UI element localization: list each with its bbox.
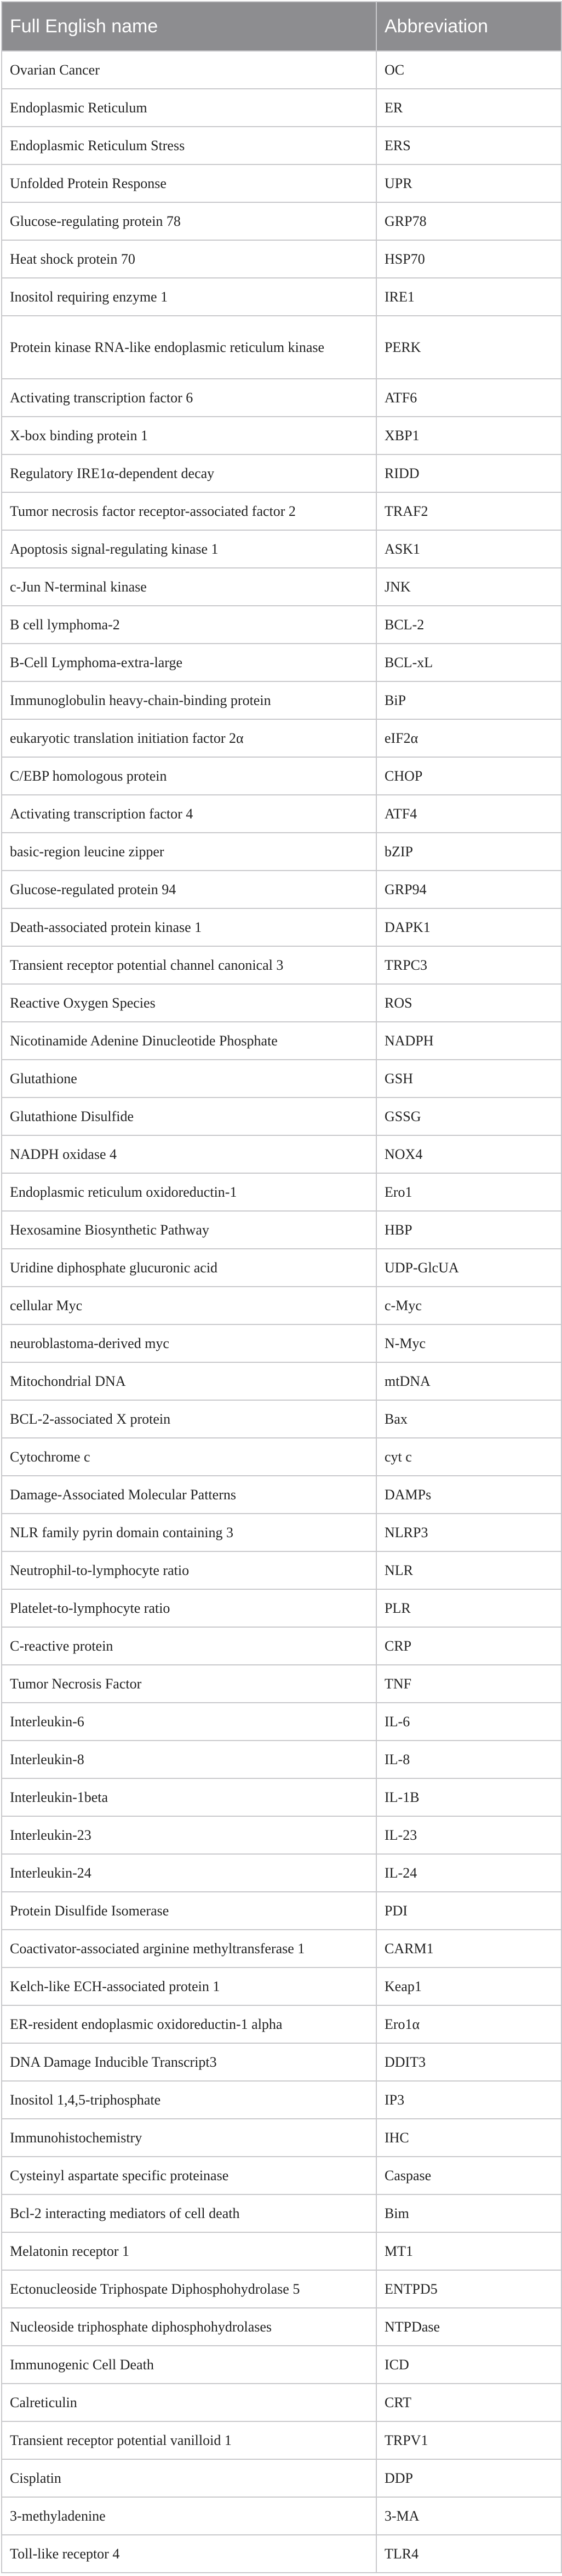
full-name-cell: Kelch-like ECH-associated protein 1 xyxy=(2,1967,376,2005)
abbreviation-cell: DAMPs xyxy=(376,1476,561,1514)
abbreviation-cell: ATF4 xyxy=(376,795,561,833)
table-row xyxy=(2,1173,561,1211)
header-row xyxy=(2,2,561,51)
abbreviation-cell: BiP xyxy=(376,681,561,719)
table-row xyxy=(2,89,561,127)
table-row xyxy=(2,1400,561,1438)
table-row xyxy=(2,1438,561,1476)
full-name-cell: Tumor Necrosis Factor xyxy=(2,1665,376,1703)
table-row xyxy=(2,833,561,871)
full-name-cell: Calreticulin xyxy=(2,2384,376,2421)
full-name-cell: Protein kinase RNA-like endoplasmic reticulum kinase xyxy=(2,316,376,379)
table-row xyxy=(2,1930,561,1967)
abbreviation-cell: IL-8 xyxy=(376,1741,561,1778)
table-row xyxy=(2,1211,561,1249)
abbreviation-cell: DDP xyxy=(376,2459,561,2497)
full-name-cell: C-reactive protein xyxy=(2,1627,376,1665)
abbreviation-cell: IL-6 xyxy=(376,1703,561,1741)
abbreviation-cell: ATF6 xyxy=(376,379,561,417)
abbreviation-cell: ENTPD5 xyxy=(376,2270,561,2308)
abbreviation-cell: Keap1 xyxy=(376,1967,561,2005)
table-row xyxy=(2,417,561,454)
full-name-cell: Damage-Associated Molecular Patterns xyxy=(2,1476,376,1514)
table-row xyxy=(2,51,561,89)
abbreviation-cell: IRE1 xyxy=(376,278,561,316)
table-row xyxy=(2,316,561,379)
table-row xyxy=(2,946,561,984)
table-row xyxy=(2,1967,561,2005)
full-name-cell: 3-methyladenine xyxy=(2,2497,376,2535)
abbreviation-cell: JNK xyxy=(376,568,561,606)
table-row xyxy=(2,1816,561,1854)
full-name-cell: Ovarian Cancer xyxy=(2,51,376,89)
abbreviation-cell: IP3 xyxy=(376,2081,561,2119)
full-name-cell: Regulatory IRE1α-dependent decay xyxy=(2,454,376,492)
abbreviation-cell: ERS xyxy=(376,127,561,164)
full-name-cell: c-Jun N-terminal kinase xyxy=(2,568,376,606)
table-row xyxy=(2,1060,561,1097)
abbreviation-cell: UDP-GlcUA xyxy=(376,1249,561,1287)
full-name-cell: Interleukin-23 xyxy=(2,1816,376,1854)
abbreviation-cell: IHC xyxy=(376,2119,561,2157)
full-name-cell: cellular Myc xyxy=(2,1287,376,1324)
abbreviation-cell: TRPC3 xyxy=(376,946,561,984)
full-name-cell: Glucose-regulating protein 78 xyxy=(2,202,376,240)
full-name-cell: Endoplasmic Reticulum xyxy=(2,89,376,127)
table-row xyxy=(2,908,561,946)
abbreviation-cell: Bim xyxy=(376,2194,561,2232)
full-name-cell: Toll-like receptor 4 xyxy=(2,2535,376,2573)
full-name-cell: Platelet-to-lymphocyte ratio xyxy=(2,1589,376,1627)
abbreviation-cell: ER xyxy=(376,89,561,127)
abbreviation-cell: GSSG xyxy=(376,1097,561,1135)
abbreviation-cell: NLR xyxy=(376,1551,561,1589)
table-row xyxy=(2,164,561,202)
table-row xyxy=(2,1778,561,1816)
abbreviation-cell: IL-24 xyxy=(376,1854,561,1892)
table-row xyxy=(2,2043,561,2081)
abbreviation-cell: NADPH xyxy=(376,1022,561,1060)
table-row xyxy=(2,795,561,833)
abbreviation-cell: GRP78 xyxy=(376,202,561,240)
abbreviation-table xyxy=(1,1,562,2573)
full-name-cell: Interleukin-24 xyxy=(2,1854,376,1892)
table-row xyxy=(2,1135,561,1173)
abbreviation-cell: NTPDase xyxy=(376,2308,561,2346)
table-row xyxy=(2,2232,561,2270)
abbreviation-cell: Bax xyxy=(376,1400,561,1438)
abbreviation-cell: ROS xyxy=(376,984,561,1022)
abbreviation-cell: CARM1 xyxy=(376,1930,561,1967)
table-row xyxy=(2,2308,561,2346)
full-name-cell: Interleukin-8 xyxy=(2,1741,376,1778)
abbreviation-cell: Ero1 xyxy=(376,1173,561,1211)
full-name-cell: Cysteinyl aspartate specific proteinase xyxy=(2,2157,376,2194)
table-row xyxy=(2,1589,561,1627)
abbreviation-cell: HSP70 xyxy=(376,240,561,278)
full-name-cell: Nucleoside triphosphate diphosphohydrolases xyxy=(2,2308,376,2346)
full-name-cell: Endoplasmic Reticulum Stress xyxy=(2,127,376,164)
table-header xyxy=(2,2,561,51)
full-name-cell: NADPH oxidase 4 xyxy=(2,1135,376,1173)
full-name-cell: Interleukin-1beta xyxy=(2,1778,376,1816)
table-row xyxy=(2,278,561,316)
full-name-cell: Uridine diphosphate glucuronic acid xyxy=(2,1249,376,1287)
abbreviation-cell: c-Myc xyxy=(376,1287,561,1324)
full-name-cell: Heat shock protein 70 xyxy=(2,240,376,278)
full-name-cell: Mitochondrial DNA xyxy=(2,1362,376,1400)
abbreviation-cell: bZIP xyxy=(376,833,561,871)
table-row xyxy=(2,127,561,164)
full-name-cell: Interleukin-6 xyxy=(2,1703,376,1741)
full-name-cell: ER-resident endoplasmic oxidoreductin-1 alpha xyxy=(2,2005,376,2043)
abbreviation-cell: GSH xyxy=(376,1060,561,1097)
abbreviation-cell: HBP xyxy=(376,1211,561,1249)
table-row xyxy=(2,1551,561,1589)
full-name-cell: Activating transcription factor 4 xyxy=(2,795,376,833)
abbreviation-cell: DAPK1 xyxy=(376,908,561,946)
abbreviation-table-container xyxy=(1,1,561,2573)
table-row xyxy=(2,681,561,719)
abbreviation-cell: Caspase xyxy=(376,2157,561,2194)
table-row xyxy=(2,644,561,681)
full-name-cell: Immunogenic Cell Death xyxy=(2,2346,376,2384)
abbreviation-cell: BCL-xL xyxy=(376,644,561,681)
table-row xyxy=(2,454,561,492)
full-name-cell: Nicotinamide Adenine Dinucleotide Phosphate xyxy=(2,1022,376,1060)
full-name-cell: Bcl-2 interacting mediators of cell death xyxy=(2,2194,376,2232)
table-row xyxy=(2,1324,561,1362)
table-row xyxy=(2,757,561,795)
table-row xyxy=(2,1514,561,1551)
abbreviation-cell: ICD xyxy=(376,2346,561,2384)
abbreviation-cell: PERK xyxy=(376,316,561,379)
full-name-cell: Glutathione xyxy=(2,1060,376,1097)
table-row xyxy=(2,2270,561,2308)
abbreviation-cell: TRAF2 xyxy=(376,492,561,530)
full-name-cell: Protein Disulfide Isomerase xyxy=(2,1892,376,1930)
full-name-cell: Reactive Oxygen Species xyxy=(2,984,376,1022)
full-name-cell: Melatonin receptor 1 xyxy=(2,2232,376,2270)
abbreviation-cell: GRP94 xyxy=(376,871,561,908)
full-name-cell: DNA Damage Inducible Transcript3 xyxy=(2,2043,376,2081)
abbreviation-cell: RIDD xyxy=(376,454,561,492)
table-row xyxy=(2,871,561,908)
full-name-cell: Cytochrome c xyxy=(2,1438,376,1476)
table-row xyxy=(2,1854,561,1892)
abbreviation-cell: N-Myc xyxy=(376,1324,561,1362)
table-row xyxy=(2,2005,561,2043)
full-name-cell: Transient receptor potential vanilloid 1 xyxy=(2,2421,376,2459)
table-row xyxy=(2,240,561,278)
table-row xyxy=(2,2384,561,2421)
full-name-cell: Immunohistochemistry xyxy=(2,2119,376,2157)
full-name-cell: BCL-2-associated X protein xyxy=(2,1400,376,1438)
table-row xyxy=(2,379,561,417)
full-name-cell: neuroblastoma-derived myc xyxy=(2,1324,376,1362)
abbreviation-cell: CRP xyxy=(376,1627,561,1665)
full-name-cell: Inositol requiring enzyme 1 xyxy=(2,278,376,316)
table-row xyxy=(2,568,561,606)
abbreviation-cell: TNF xyxy=(376,1665,561,1703)
header-abbreviation: Abbreviation xyxy=(376,2,561,51)
table-row xyxy=(2,1097,561,1135)
full-name-cell: X-box binding protein 1 xyxy=(2,417,376,454)
table-row xyxy=(2,1703,561,1741)
full-name-cell: NLR family pyrin domain containing 3 xyxy=(2,1514,376,1551)
full-name-cell: Immunoglobulin heavy-chain-binding protein xyxy=(2,681,376,719)
full-name-cell: Death-associated protein kinase 1 xyxy=(2,908,376,946)
full-name-cell: Apoptosis signal-regulating kinase 1 xyxy=(2,530,376,568)
abbreviation-cell: cyt c xyxy=(376,1438,561,1476)
table-row xyxy=(2,2421,561,2459)
abbreviation-cell: BCL-2 xyxy=(376,606,561,644)
full-name-cell: Glucose-regulated protein 94 xyxy=(2,871,376,908)
full-name-cell: B cell lymphoma-2 xyxy=(2,606,376,644)
full-name-cell: Transient receptor potential channel canonical 3 xyxy=(2,946,376,984)
table-row xyxy=(2,2081,561,2119)
full-name-cell: Coactivator-associated arginine methyltransferase 1 xyxy=(2,1930,376,1967)
abbreviation-cell: PLR xyxy=(376,1589,561,1627)
abbreviation-cell: MT1 xyxy=(376,2232,561,2270)
full-name-cell: C/EBP homologous protein xyxy=(2,757,376,795)
full-name-cell: Ectonucleoside Triphospate Diphosphohydrolase 5 xyxy=(2,2270,376,2308)
table-row xyxy=(2,1741,561,1778)
table-body xyxy=(2,51,561,2573)
full-name-cell: Glutathione Disulfide xyxy=(2,1097,376,1135)
abbreviation-cell: OC xyxy=(376,51,561,89)
table-row xyxy=(2,492,561,530)
full-name-cell: eukaryotic translation initiation factor 2α xyxy=(2,719,376,757)
abbreviation-cell: PDI xyxy=(376,1892,561,1930)
table-row xyxy=(2,202,561,240)
full-name-cell: Endoplasmic reticulum oxidoreductin-1 xyxy=(2,1173,376,1211)
abbreviation-cell: IL-23 xyxy=(376,1816,561,1854)
abbreviation-cell: ASK1 xyxy=(376,530,561,568)
table-row xyxy=(2,1362,561,1400)
table-row xyxy=(2,1892,561,1930)
abbreviation-cell: 3-MA xyxy=(376,2497,561,2535)
table-row xyxy=(2,2459,561,2497)
table-row xyxy=(2,1249,561,1287)
table-row xyxy=(2,719,561,757)
header-full-name: Full English name xyxy=(2,2,376,51)
abbreviation-cell: eIF2α xyxy=(376,719,561,757)
full-name-cell: Neutrophil-to-lymphocyte ratio xyxy=(2,1551,376,1589)
table-row xyxy=(2,1476,561,1514)
full-name-cell: Hexosamine Biosynthetic Pathway xyxy=(2,1211,376,1249)
table-row xyxy=(2,984,561,1022)
full-name-cell: basic-region leucine zipper xyxy=(2,833,376,871)
abbreviation-cell: XBP1 xyxy=(376,417,561,454)
table-row xyxy=(2,2346,561,2384)
abbreviation-cell: UPR xyxy=(376,164,561,202)
table-row xyxy=(2,606,561,644)
abbreviation-cell: NOX4 xyxy=(376,1135,561,1173)
table-row xyxy=(2,2535,561,2573)
table-row xyxy=(2,1287,561,1324)
table-row xyxy=(2,2497,561,2535)
abbreviation-cell: Ero1α xyxy=(376,2005,561,2043)
abbreviation-cell: IL-1B xyxy=(376,1778,561,1816)
abbreviation-cell: TLR4 xyxy=(376,2535,561,2573)
full-name-cell: B-Cell Lymphoma-extra-large xyxy=(2,644,376,681)
table-row xyxy=(2,2119,561,2157)
table-row xyxy=(2,2157,561,2194)
abbreviation-cell: mtDNA xyxy=(376,1362,561,1400)
abbreviation-cell: CRT xyxy=(376,2384,561,2421)
table-row xyxy=(2,1627,561,1665)
table-row xyxy=(2,1665,561,1703)
abbreviation-cell: TRPV1 xyxy=(376,2421,561,2459)
full-name-cell: Unfolded Protein Response xyxy=(2,164,376,202)
full-name-cell: Inositol 1,4,5-triphosphate xyxy=(2,2081,376,2119)
table-row xyxy=(2,2194,561,2232)
table-row xyxy=(2,530,561,568)
table-row xyxy=(2,1022,561,1060)
full-name-cell: Tumor necrosis factor receptor-associated factor 2 xyxy=(2,492,376,530)
full-name-cell: Activating transcription factor 6 xyxy=(2,379,376,417)
abbreviation-cell: CHOP xyxy=(376,757,561,795)
abbreviation-cell: DDIT3 xyxy=(376,2043,561,2081)
abbreviation-cell: NLRP3 xyxy=(376,1514,561,1551)
full-name-cell: Cisplatin xyxy=(2,2459,376,2497)
